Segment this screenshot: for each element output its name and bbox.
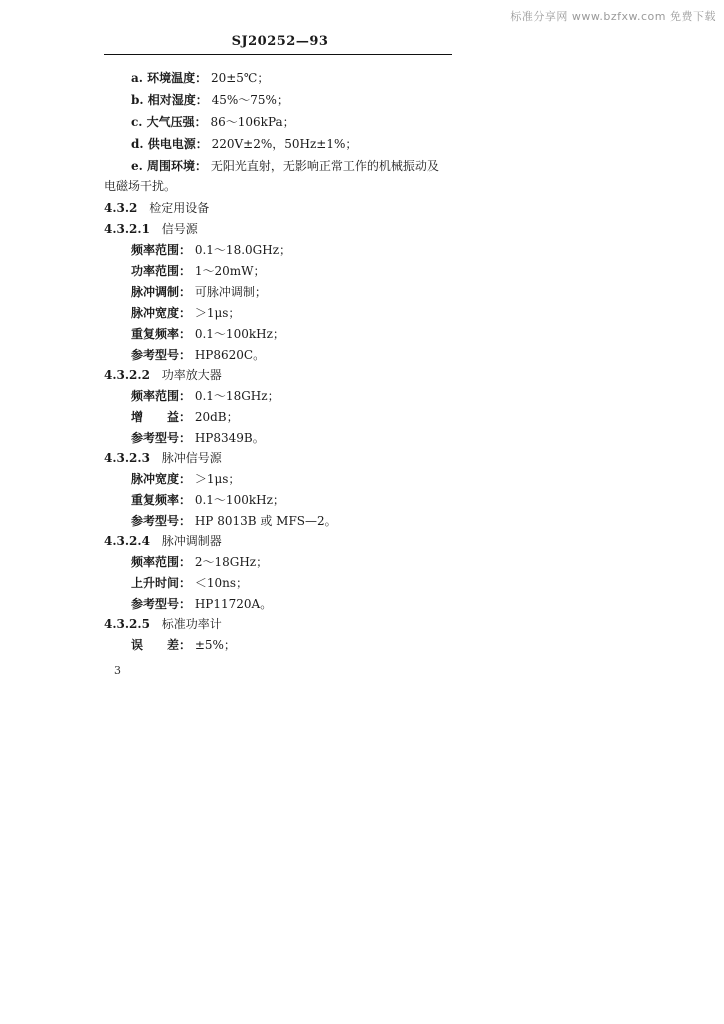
env-value: 86～106kPa； xyxy=(210,115,295,129)
spec-item xyxy=(131,430,265,446)
subsection-title: 信号源 xyxy=(161,222,198,236)
spec-label: 功率范围： xyxy=(131,264,192,278)
spec-label: 参考型号： xyxy=(131,431,192,445)
subsection-number: 4.3.2.1 xyxy=(104,222,150,236)
subsection-number: 4.3.2.3 xyxy=(104,451,150,465)
spec-value: ±5%； xyxy=(194,638,236,652)
spec-label: 参考型号： xyxy=(131,597,192,611)
section-number: 4.3.2 xyxy=(104,201,138,215)
spec-label: 参考型号： xyxy=(131,348,192,362)
subsection-heading xyxy=(104,616,222,632)
env-item-e xyxy=(131,158,439,174)
spec-value: HP8620C。 xyxy=(194,348,266,362)
spec-value: 20dB； xyxy=(194,410,239,424)
spec-label: 参考型号： xyxy=(131,514,192,528)
spec-label: 脉冲宽度： xyxy=(131,472,192,486)
env-value: 20±5℃； xyxy=(210,71,270,85)
subsection-number: 4.3.2.2 xyxy=(104,368,150,382)
env-item-b xyxy=(131,92,289,108)
env-item-e-wrap: 电磁场干扰。 xyxy=(104,179,177,193)
spec-label: 重复频率： xyxy=(131,327,192,341)
spec-value: 0.1～18.0GHz； xyxy=(194,243,292,257)
spec-value: 可脉冲调制； xyxy=(194,285,267,299)
subsection-heading xyxy=(104,221,198,237)
spec-item xyxy=(131,492,285,508)
subsection-heading xyxy=(104,533,222,549)
env-label: c. 大气压强： xyxy=(131,115,207,129)
env-label: d. 供电电源： xyxy=(131,137,208,151)
spec-label: 频率范围： xyxy=(131,389,192,403)
spec-value: 0.1～100kHz； xyxy=(194,327,285,341)
section-heading xyxy=(104,200,209,216)
subsection-title: 脉冲调制器 xyxy=(161,534,222,548)
subsection-title: 功率放大器 xyxy=(161,368,222,382)
standard-code-header: SJ20252—93 xyxy=(231,34,329,49)
spec-label: 误 差： xyxy=(131,638,192,652)
spec-item xyxy=(131,471,240,487)
page-number: 3 xyxy=(114,664,121,677)
spec-value: 2～18GHz； xyxy=(194,555,269,569)
spec-item xyxy=(131,575,248,591)
spec-item xyxy=(131,347,265,363)
env-value: 220V±2%，50Hz±1%； xyxy=(211,137,358,151)
spec-label: 重复频率： xyxy=(131,493,192,507)
env-label: a. 环境温度： xyxy=(131,71,208,85)
spec-value: 1～20mW； xyxy=(194,264,266,278)
env-item-d xyxy=(131,136,357,152)
spec-value: ＞1μs； xyxy=(194,306,241,320)
env-label: b. 相对湿度： xyxy=(131,93,208,107)
spec-label: 增 益： xyxy=(131,410,192,424)
spec-item xyxy=(131,263,265,279)
spec-value: 0.1～18GHz； xyxy=(194,389,280,403)
spec-item xyxy=(131,388,280,404)
spec-item xyxy=(131,242,291,258)
subsection-heading xyxy=(104,367,222,383)
spec-item xyxy=(131,554,268,570)
spec-value: HP 8013B 或 MFS—2。 xyxy=(194,514,337,528)
subsection-heading xyxy=(104,450,222,466)
spec-label: 脉冲宽度： xyxy=(131,306,192,320)
env-item-a xyxy=(131,70,269,86)
spec-value: HP8349B。 xyxy=(194,431,265,445)
header-rule xyxy=(104,54,452,55)
spec-item xyxy=(131,409,239,425)
env-value: 无阳光直射，无影响正常工作的机械振动及 xyxy=(210,159,439,173)
spec-item xyxy=(131,513,337,529)
spec-value: HP11720A。 xyxy=(194,597,273,611)
spec-label: 上升时间： xyxy=(131,576,192,590)
spec-value: 0.1～100kHz； xyxy=(194,493,285,507)
spec-item xyxy=(131,326,285,342)
spec-value: ＞1μs； xyxy=(194,472,241,486)
subsection-title: 脉冲信号源 xyxy=(161,451,222,465)
watermark: 标准分享网 www.bzfxw.com 免费下载 xyxy=(510,10,716,23)
section-title: 检定用设备 xyxy=(149,201,210,215)
spec-item xyxy=(131,637,236,653)
spec-label: 脉冲调制： xyxy=(131,285,192,299)
env-item-c xyxy=(131,114,295,130)
spec-label: 频率范围： xyxy=(131,555,192,569)
spec-item xyxy=(131,284,267,300)
subsection-number: 4.3.2.4 xyxy=(104,534,150,548)
env-value: 45%～75%； xyxy=(211,93,289,107)
env-label: e. 周围环境： xyxy=(131,159,207,173)
subsection-title: 标准功率计 xyxy=(161,617,222,631)
spec-item xyxy=(131,305,240,321)
spec-label: 频率范围： xyxy=(131,243,192,257)
spec-value: ＜10ns； xyxy=(194,576,249,590)
subsection-number: 4.3.2.5 xyxy=(104,617,150,631)
spec-item xyxy=(131,596,272,612)
